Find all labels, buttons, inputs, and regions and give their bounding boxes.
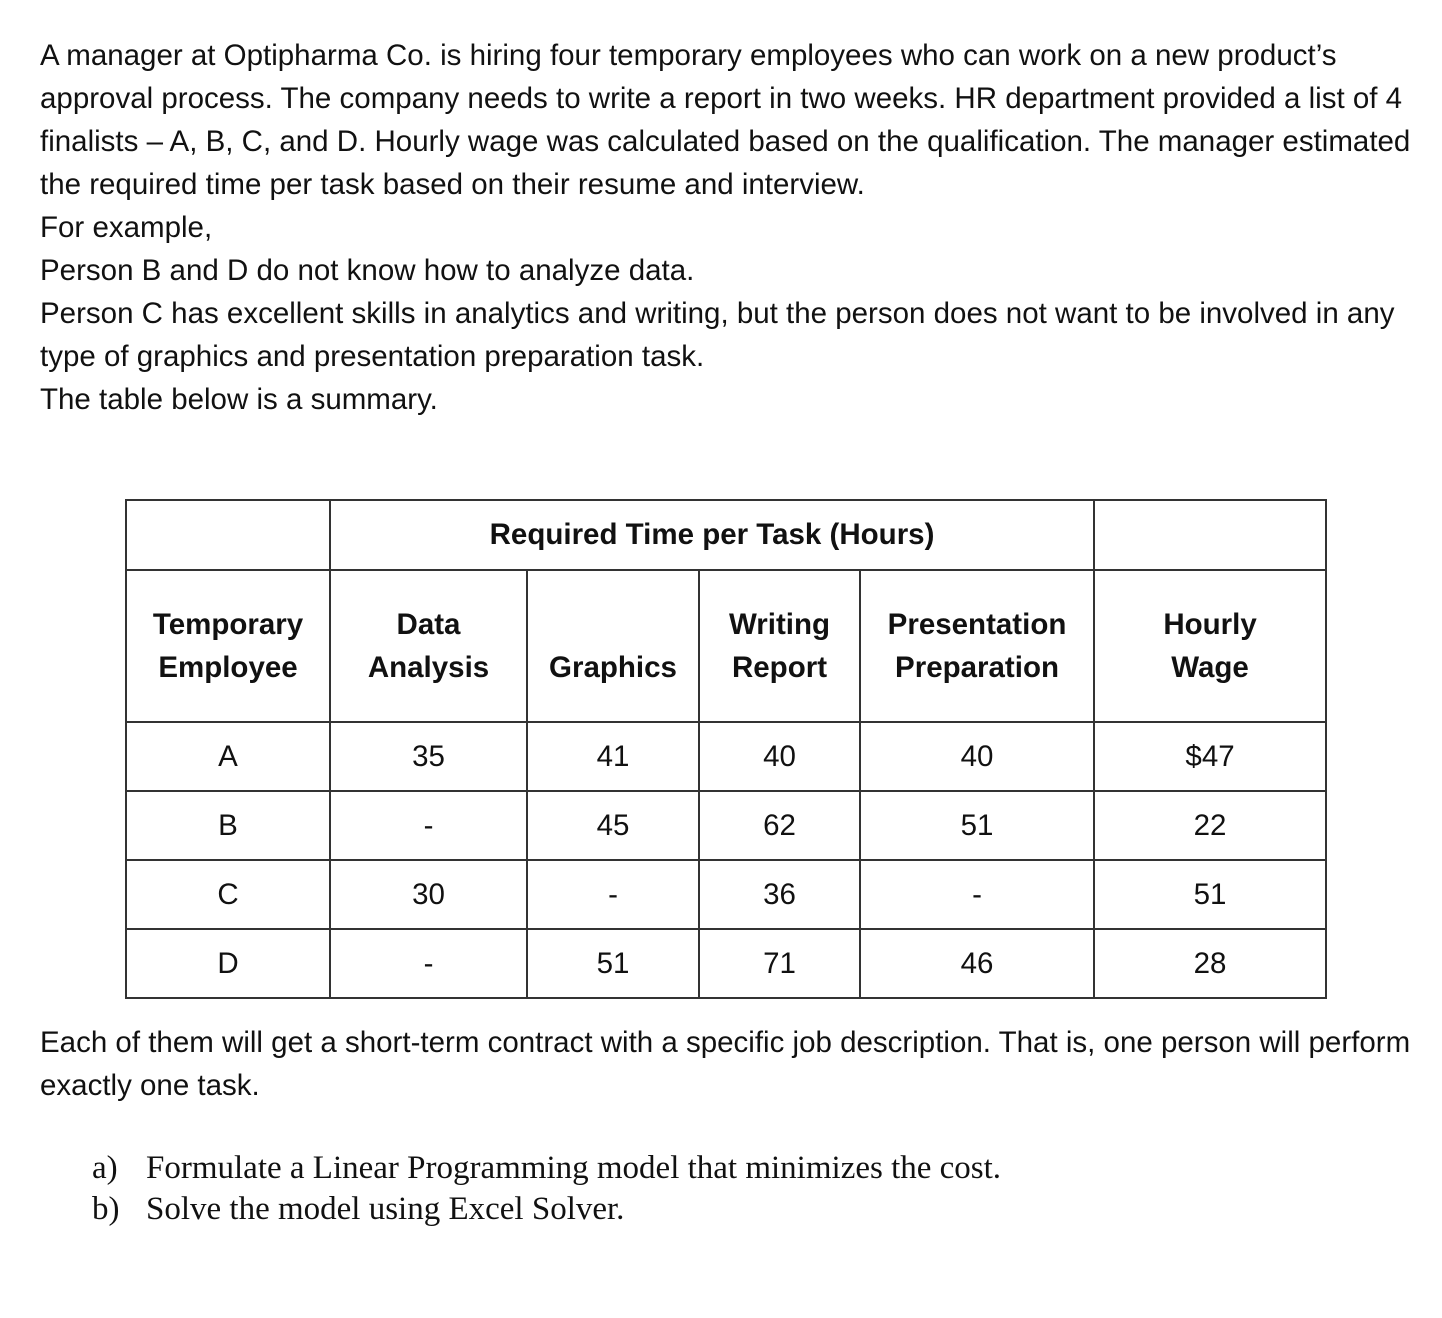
column-header-employee: Temporary Employee bbox=[126, 570, 330, 722]
cell-data-analysis: 30 bbox=[330, 860, 527, 929]
cell-data-analysis: 35 bbox=[330, 722, 527, 791]
group-header: Required Time per Task (Hours) bbox=[330, 500, 1094, 570]
cell-graphics: - bbox=[527, 860, 699, 929]
cell-writing-report: 36 bbox=[699, 860, 860, 929]
cell-hourly-wage: $47 bbox=[1094, 722, 1326, 791]
cell-employee: A bbox=[126, 722, 330, 791]
question-marker: a) bbox=[92, 1150, 118, 1186]
empty-header-cell bbox=[126, 500, 330, 570]
cell-employee: C bbox=[126, 860, 330, 929]
cell-graphics: 51 bbox=[527, 929, 699, 998]
cell-employee: B bbox=[126, 791, 330, 860]
column-header-writing-report: Writing Report bbox=[699, 570, 860, 722]
example-b-d: Person B and D do not know how to analyze data. bbox=[40, 254, 695, 287]
cell-writing-report: 62 bbox=[699, 791, 860, 860]
question-list bbox=[92, 1148, 1001, 1230]
table-row bbox=[126, 722, 1326, 791]
empty-header-cell bbox=[1094, 500, 1326, 570]
cell-hourly-wage: 22 bbox=[1094, 791, 1326, 860]
table-intro: The table below is a summary. bbox=[40, 383, 438, 416]
closing-paragraph: Each of them will get a short-term contract with a specific job description. That is, one person will perform exactly one task. bbox=[40, 1026, 1411, 1102]
column-header-graphics: Graphics bbox=[527, 570, 699, 722]
question-text: Formulate a Linear Programming model that minimizes the cost. bbox=[146, 1150, 1002, 1186]
question-marker: b) bbox=[92, 1191, 120, 1227]
example-heading: For example, bbox=[40, 211, 213, 244]
cell-graphics: 45 bbox=[527, 791, 699, 860]
cell-presentation-preparation: - bbox=[860, 860, 1094, 929]
question-item bbox=[92, 1148, 1001, 1189]
cell-presentation-preparation: 51 bbox=[860, 791, 1094, 860]
cell-hourly-wage: 28 bbox=[1094, 929, 1326, 998]
cell-hourly-wage: 51 bbox=[1094, 860, 1326, 929]
intro-paragraph: A manager at Optipharma Co. is hiring four temporary employees who can work on a new product’s approval process. The company needs to write a report in two weeks. HR department provided a list of 4 finalists – A, B, C, and D. Hourly wage was calculated based on the qualification. The manager estimated the required time per task based on their resume and interview. bbox=[40, 39, 1411, 201]
cell-graphics: 41 bbox=[527, 722, 699, 791]
cell-employee: D bbox=[126, 929, 330, 998]
column-header-presentation-preparation: Presentation Preparation bbox=[860, 570, 1094, 722]
problem-intro bbox=[40, 34, 1420, 421]
question-text: Solve the model using Excel Solver. bbox=[146, 1191, 625, 1227]
table-row bbox=[126, 860, 1326, 929]
cell-writing-report: 71 bbox=[699, 929, 860, 998]
table-row bbox=[126, 791, 1326, 860]
cell-presentation-preparation: 40 bbox=[860, 722, 1094, 791]
cell-presentation-preparation: 46 bbox=[860, 929, 1094, 998]
cell-writing-report: 40 bbox=[699, 722, 860, 791]
table-column-header-row bbox=[126, 570, 1326, 722]
table-group-header-row bbox=[126, 500, 1326, 570]
question-item bbox=[92, 1189, 1001, 1230]
summary-table bbox=[125, 499, 1327, 999]
table-row bbox=[126, 929, 1326, 998]
column-header-hourly-wage: Hourly Wage bbox=[1094, 570, 1326, 722]
cell-data-analysis: - bbox=[330, 791, 527, 860]
column-header-data-analysis: Data Analysis bbox=[330, 570, 527, 722]
cell-data-analysis: - bbox=[330, 929, 527, 998]
example-c: Person C has excellent skills in analytics and writing, but the person does not want to be involved in any type of graphics and presentation preparation task. bbox=[40, 297, 1395, 373]
